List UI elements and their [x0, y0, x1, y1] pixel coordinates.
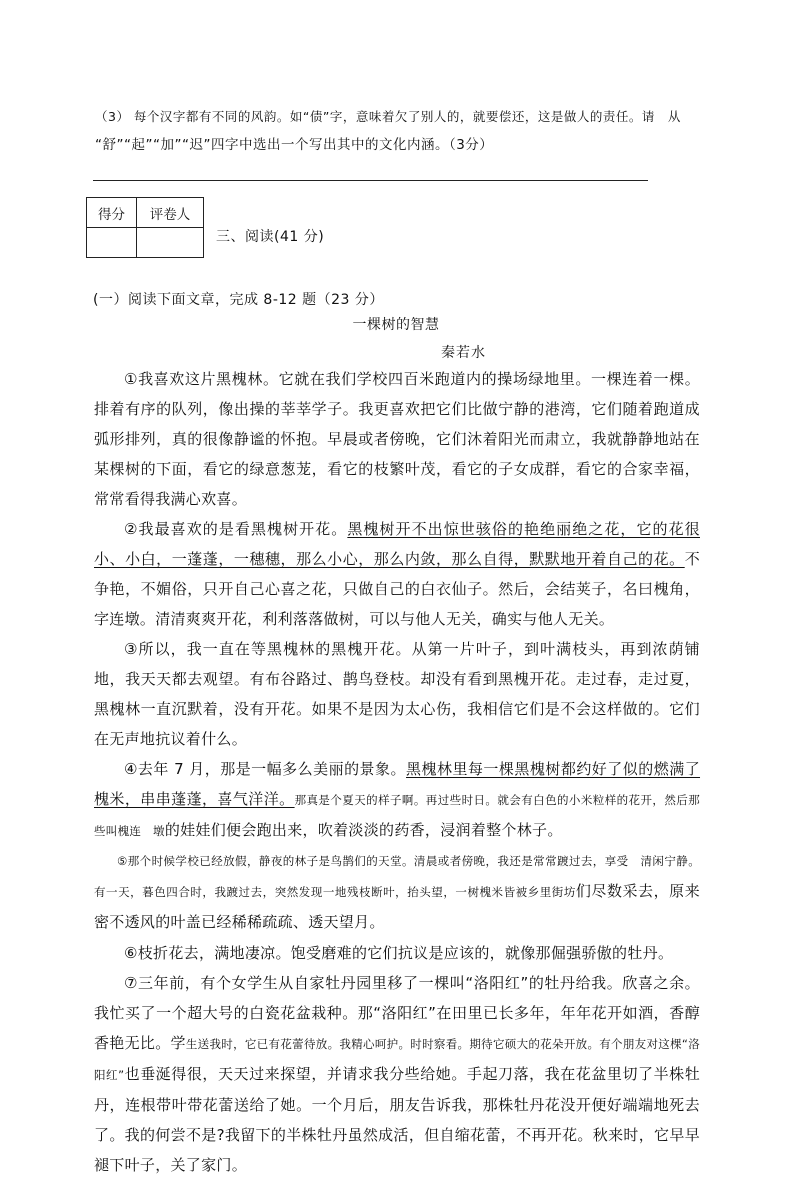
paragraph-7-end: 也垂涎得很，天天过来探望，并请求我分些给她。手起刀落，我在花盆里切了半株牡丹，连根带叶带花蕾送给了她。一个月后，朋友告诉我，那株牡丹花没开便好端端地死去了。我的何尝不是?我留下的半株牡丹虽然成活，但自缩花蕾，不再开花。秋来时，它早早褪下叶子，关了家门。 [94, 1065, 700, 1174]
question-3-line-1: （3） 每个汉字都有不同的风韵。如“债”字，意味着欠了别人的，就要偿还，这是做人的责任。请 从 [95, 109, 681, 124]
paragraph-5 [94, 846, 700, 938]
paragraph-4 [94, 754, 700, 846]
paragraph-5-end: 们尽数采去，原来密不透风的叶盖已经稀稀疏疏、透天望月。 [94, 882, 701, 931]
paragraph-5-small: ⑤那个时候学校已经放假，静夜的林子是鸟鹊们的天堂。清晨或者傍晚，我还是常常踱过去，享受 清闲宁静。有一天，暮色四合时，我踱过去，突然发现一地残枝断叶，抬头望，一树槐米皆被乡里街坊 [94, 854, 700, 899]
essay-body [94, 364, 712, 1180]
paragraph-7 [94, 968, 712, 1180]
section-title: 三、阅读(41 分) [216, 229, 325, 245]
paragraph-4-small: 那真是个夏天的样子啊。再过些时日。就会有白色的小米粒样的花开，然后那些叫槐连 墩 [94, 793, 700, 838]
question-3-line-2: “舒”“起”“加”“迟”四字中选出一个写出其中的文化内涵。（3分） [95, 137, 494, 153]
paragraph-3: ③所以，我一直在等黑槐林的黑槐开花。从第一片叶子，到叶满枝头，再到浓荫铺地，我天天都去观望。有布谷路过、鹊鸟登枝。却没有看到黑槐开花。走过春，走过夏，黑槐林一直沉默着，没有开花。如果不是因为太心伤，我相信它们是不会这样做的。它们在无声地抗议着什么。 [94, 640, 700, 748]
paragraph-2-start: ②我最喜欢的是看黑槐树开花。 [124, 520, 348, 538]
part-intro: (一）阅读下面文章，完成 8-12 题（23 分） [93, 292, 384, 308]
paragraph-4-end: 的娃娃们便会跑出来，吹着淡淡的药香，浸润着整个林子。 [164, 821, 563, 839]
question-3 [95, 102, 715, 160]
score-cell[interactable] [87, 228, 137, 258]
paragraph-6: ⑥枝折花去，满地凄凉。饱受磨难的它们抗议是应该的，就像那倔强骄傲的牡丹。 [124, 944, 674, 962]
score-table [86, 197, 204, 258]
paragraph-7-start: ⑦三年前，有个女学生从自家牡丹园里移了一棵叫“洛阳红”的牡丹给我。欣喜之余。我忙买了一个超大号的白瓷花盆栽种。那“洛阳红”在田里已长多年，年年花开如酒，香醇香艳无比。学 [94, 974, 700, 1052]
score-header: 得分 [87, 198, 137, 228]
paragraph-2 [94, 514, 700, 634]
essay-author: 秦若水 [441, 345, 486, 361]
paragraph-1: ①我喜欢这片黑槐林。它就在我们学校四百米跑道内的操场绿地里。一棵连着一棵。排着有序的队列，像出操的莘莘学子。我更喜欢把它们比做宁静的港湾，它们随着跑道成弧形排列，真的很像静谧的怀抱。早晨或者傍晚，它们沐着阳光而肃立，我就静静地站在某棵树的下面，看它的绿意葱茏，看它的枝繁叶茂，看它的子女成群，看它的合家幸福，常常看得我满心欢喜。 [94, 370, 700, 508]
paragraph-4-underlined: 黑槐林里每一棵黑槐树都约好了似的燃满了槐米，串串蓬蓬，喜气洋洋。 [94, 760, 701, 808]
grader-cell[interactable] [137, 228, 204, 258]
grader-header: 评卷人 [137, 198, 204, 228]
paragraph-2-end: 不争艳，不媚俗，只开自己心喜之花，只做自己的白衣仙子。然后，会结荚子，名曰槐角，字连墩。清清爽爽开花，利利落落做树，可以与他人无关，确实与他人无关。 [94, 550, 700, 628]
answer-line[interactable] [93, 180, 648, 181]
paragraph-4-start: ④去年 7 月，那是一幅多么美丽的景象。 [124, 760, 407, 778]
essay-title [0, 314, 794, 334]
paragraph-2-underlined: 黑槐树开不出惊世骇俗的艳绝丽绝之花，它的花很小、小白，一蓬蓬，一穗穗，那么小心，那么内敛，那么自得，默默地开着自己的花。 [94, 520, 700, 568]
essay-title-text: 一棵树的智慧 [352, 317, 440, 333]
paragraph-7-small: 生送我时，它已有花蕾待放。我精心呵护。时时察看。期待它硕大的花朵开放。有个朋友对这棵“洛 阳红” [94, 1037, 712, 1082]
